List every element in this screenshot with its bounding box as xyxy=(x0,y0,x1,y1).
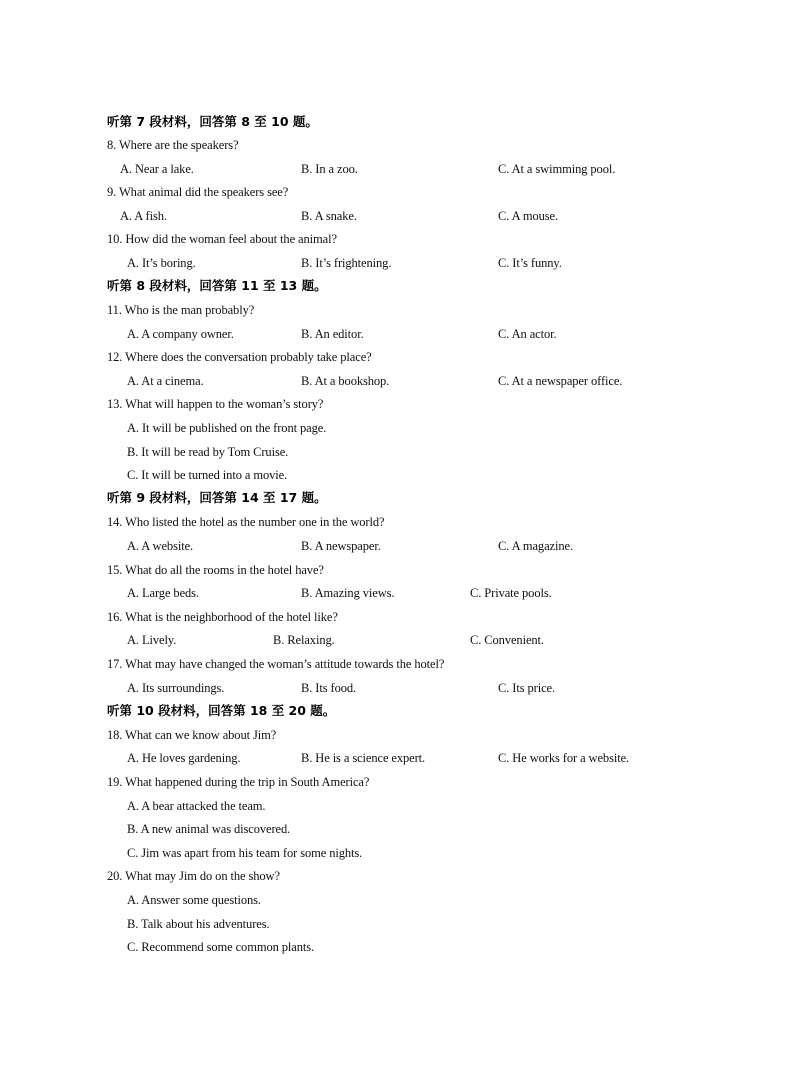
q14-option-a: A. A website. xyxy=(127,539,194,553)
q12-option-a: A. At a cinema. xyxy=(127,374,204,388)
q10-option-b: B. It’s frightening. xyxy=(301,256,392,270)
question-10: 10. How did the woman feel about the animal? xyxy=(107,232,337,246)
q19-option-b: B. A new animal was discovered. xyxy=(127,822,291,836)
q11-option-c: C. An actor. xyxy=(498,327,557,341)
question-16: 16. What is the neighborhood of the hotel like? xyxy=(107,610,338,624)
q12-option-c: C. At a newspaper office. xyxy=(498,374,623,388)
question-11: 11. Who is the man probably? xyxy=(107,303,255,317)
q9-option-b: B. A snake. xyxy=(301,209,357,223)
q20-option-c: C. Recommend some common plants. xyxy=(127,940,315,954)
q16-option-a: A. Lively. xyxy=(127,633,177,647)
q15-option-b: B. Amazing views. xyxy=(301,586,395,600)
q9-option-a: A. A fish. xyxy=(120,209,167,223)
question-19: 19. What happened during the trip in South America? xyxy=(107,775,370,789)
question-15: 15. What do all the rooms in the hotel have? xyxy=(107,563,324,577)
q13-option-a: A. It will be published on the front page. xyxy=(127,421,327,435)
section-heading: 听第 8 段材料，回答第 11 至 13 题。 xyxy=(107,278,327,293)
q8-option-c: C. At a swimming pool. xyxy=(498,162,616,176)
question-17: 17. What may have changed the woman’s attitude towards the hotel? xyxy=(107,657,445,671)
q13-option-c: C. It will be turned into a movie. xyxy=(127,468,288,482)
q16-option-b: B. Relaxing. xyxy=(273,633,335,647)
section-heading: 听第 9 段材料，回答第 14 至 17 题。 xyxy=(107,490,327,505)
question-8: 8. Where are the speakers? xyxy=(107,138,239,152)
q14-option-b: B. A newspaper. xyxy=(301,539,381,553)
q17-option-b: B. Its food. xyxy=(301,681,357,695)
question-20: 20. What may Jim do on the show? xyxy=(107,869,280,883)
question-14: 14. Who listed the hotel as the number one in the world? xyxy=(107,515,385,529)
q8-option-a: A. Near a lake. xyxy=(120,162,194,176)
q19-option-c: C. Jim was apart from his team for some nights. xyxy=(127,846,363,860)
q10-option-c: C. It’s funny. xyxy=(498,256,562,270)
q10-option-a: A. It’s boring. xyxy=(127,256,196,270)
q17-option-a: A. Its surroundings. xyxy=(127,681,225,695)
question-18: 18. What can we know about Jim? xyxy=(107,728,277,742)
q11-option-b: B. An editor. xyxy=(301,327,364,341)
q11-option-a: A. A company owner. xyxy=(127,327,234,341)
q13-option-b: B. It will be read by Tom Cruise. xyxy=(127,445,289,459)
q20-option-a: A. Answer some questions. xyxy=(127,893,261,907)
q12-option-b: B. At a bookshop. xyxy=(301,374,390,388)
q18-option-a: A. He loves gardening. xyxy=(127,751,241,765)
q16-option-c: C. Convenient. xyxy=(470,633,544,647)
question-12: 12. Where does the conversation probably take place? xyxy=(107,350,372,364)
section-heading: 听第 10 段材料，回答第 18 至 20 题。 xyxy=(107,703,336,718)
question-9: 9. What animal did the speakers see? xyxy=(107,185,289,199)
q14-option-c: C. A magazine. xyxy=(498,539,573,553)
q20-option-b: B. Talk about his adventures. xyxy=(127,917,270,931)
q17-option-c: C. Its price. xyxy=(498,681,556,695)
q15-option-a: A. Large beds. xyxy=(127,586,199,600)
q9-option-c: C. A mouse. xyxy=(498,209,559,223)
q8-option-b: B. In a zoo. xyxy=(301,162,358,176)
q18-option-c: C. He works for a website. xyxy=(498,751,630,765)
section-heading: 听第 7 段材料，回答第 8 至 10 题。 xyxy=(107,114,318,129)
q19-option-a: A. A bear attacked the team. xyxy=(127,799,266,813)
q15-option-c: C. Private pools. xyxy=(470,586,552,600)
question-13: 13. What will happen to the woman’s story? xyxy=(107,397,324,411)
q18-option-b: B. He is a science expert. xyxy=(301,751,426,765)
